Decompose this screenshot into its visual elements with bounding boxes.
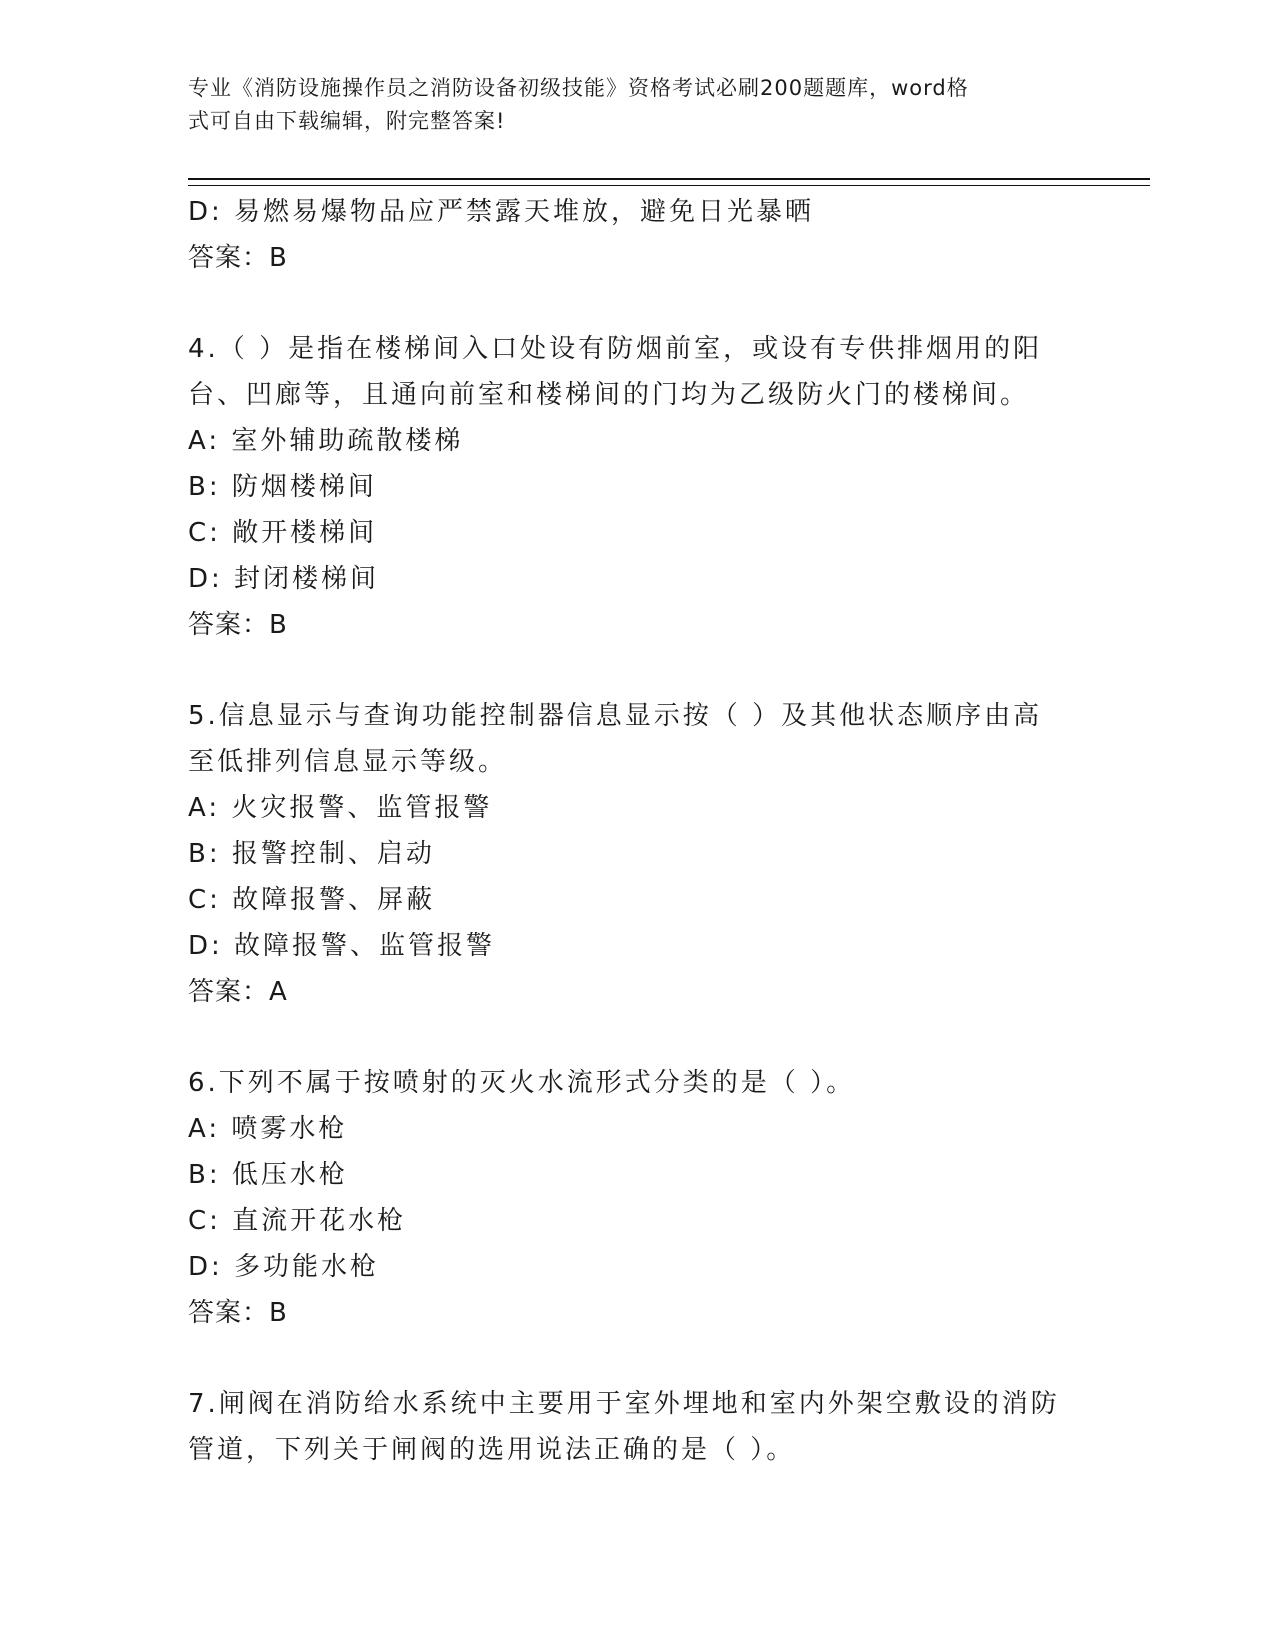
spacer bbox=[188, 281, 1088, 326]
question-stem: 至低排列信息显示等级。 bbox=[188, 747, 508, 777]
header-divider-thin bbox=[188, 185, 1150, 186]
question-4 bbox=[188, 326, 1088, 648]
question-stem: 7.闸阀在消防给水系统中主要用于室外埋地和室内外架空敷设的消防 bbox=[188, 1389, 1060, 1419]
option-a: A: 室外辅助疏散楼梯 bbox=[188, 426, 464, 456]
option-d: D: 易燃易爆物品应严禁露天堆放，避免日光暴晒 bbox=[188, 197, 815, 227]
question-6 bbox=[188, 1060, 1088, 1336]
answer-line: 答案：B bbox=[188, 243, 288, 273]
spacer bbox=[188, 1015, 1088, 1060]
question-stem: 6.下列不属于按喷射的灭火水流形式分类的是（ ）。 bbox=[188, 1068, 856, 1098]
question-stem: 4.（ ）是指在楼梯间入口处设有防烟前室，或设有专供排烟用的阳 bbox=[188, 334, 1043, 364]
option-c: C: 直流开花水枪 bbox=[188, 1206, 407, 1236]
option-d: D: 多功能水枪 bbox=[188, 1252, 380, 1282]
header-line-2: 式可自由下载编辑，附完整答案! bbox=[188, 109, 506, 133]
option-b: B: 报警控制、启动 bbox=[188, 839, 435, 869]
option-d: D: 封闭楼梯间 bbox=[188, 564, 380, 594]
option-b: B: 低压水枪 bbox=[188, 1160, 348, 1190]
header-divider-thick bbox=[188, 178, 1150, 180]
answer-line: 答案：A bbox=[188, 977, 288, 1007]
question-stem: 台、凹廊等，且通向前室和楼梯间的门均为乙级防火门的楼梯间。 bbox=[188, 380, 1030, 410]
question-5 bbox=[188, 693, 1088, 1015]
spacer bbox=[188, 1336, 1088, 1381]
spacer bbox=[188, 648, 1088, 693]
question-stem: 管道，下列关于闸阀的选用说法正确的是（ ）。 bbox=[188, 1435, 796, 1465]
option-c: C: 敞开楼梯间 bbox=[188, 518, 378, 548]
option-a: A: 火灾报警、监管报警 bbox=[188, 793, 493, 823]
option-a: A: 喷雾水枪 bbox=[188, 1114, 348, 1144]
option-b: B: 防烟楼梯间 bbox=[188, 472, 377, 502]
question-7 bbox=[188, 1381, 1088, 1473]
option-d: D: 故障报警、监管报警 bbox=[188, 931, 496, 961]
answer-line: 答案：B bbox=[188, 610, 288, 640]
option-c: C: 故障报警、屏蔽 bbox=[188, 885, 436, 915]
answer-line: 答案：B bbox=[188, 1298, 288, 1328]
document-header bbox=[188, 72, 1068, 138]
question-list bbox=[188, 189, 1088, 1473]
header-line-1: 专业《消防设施操作员之消防设备初级技能》资格考试必刷200题题库，word格 bbox=[188, 76, 969, 100]
question-stem: 5.信息显示与查询功能控制器信息显示按（ ）及其他状态顺序由高 bbox=[188, 701, 1043, 731]
